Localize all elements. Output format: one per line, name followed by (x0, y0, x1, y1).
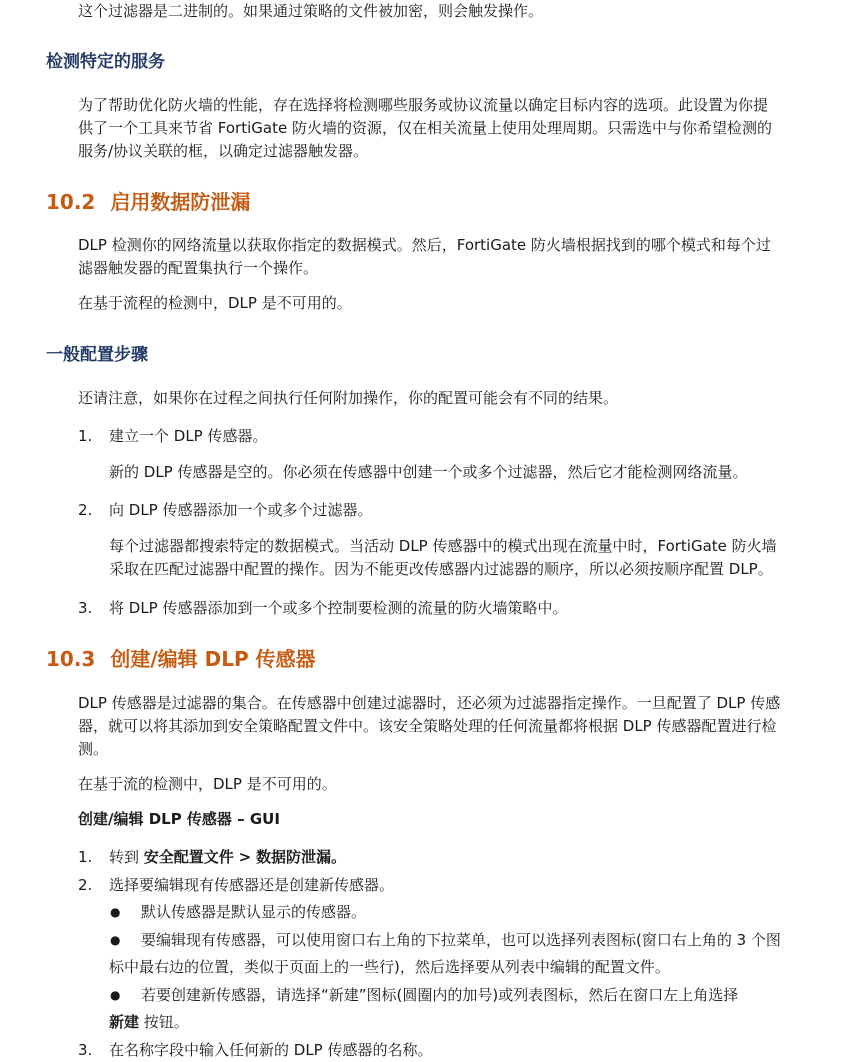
sensor-intro-line: DLP 传感器是过滤器的集合。在传感器中创建过滤器时，还必须为过滤器指定操作。一旦配置了 DLP 传感 (78, 694, 781, 712)
gui-heading: 创建/编辑 DLP 传感器 – GUI (78, 810, 280, 828)
step-text: 选择要编辑现有传感器还是创建新传感器。 (109, 876, 395, 894)
step-text (109, 846, 346, 869)
bullet-icon: ● (110, 905, 121, 919)
bullet-text (109, 1011, 189, 1034)
step-text: 建立一个 DLP 传感器。 (109, 427, 268, 445)
step-text: 向 DLP 传感器添加一个或多个过滤器。 (109, 501, 373, 519)
services-body-line: 服务/协议关联的框，以确定过滤器触发器。 (78, 142, 369, 160)
step-detail-line: 采取在匹配过滤器中配置的操作。因为不能更改传感器内过滤器的顺序，所以必须按顺序配置 DLP。 (109, 560, 773, 578)
menu-path-separator: > (238, 848, 252, 866)
dlp-intro (78, 234, 820, 280)
step-prefix: 转到 (109, 848, 140, 866)
menu-path-security-profiles: 安全配置文件 (143, 848, 234, 866)
section-title: 启用数据防泄漏 (110, 190, 251, 214)
bullet-text: 默认传感器是默认显示的传感器。 (141, 903, 367, 921)
bullet-text: 标中最右边的位置，类似于页面上的一些行)，然后选择要从列表中编辑的配置文件。 (109, 958, 670, 976)
heading-general-steps: 一般配置步骤 (46, 345, 148, 365)
menu-path-dlp: 数据防泄漏。 (255, 848, 346, 866)
step-number: 1. (78, 848, 93, 866)
sensor-flow-note: 在基于流的检测中，DLP 是不可用的。 (78, 775, 337, 793)
heading-detect-services: 检测特定的服务 (46, 52, 165, 72)
bullet-text: 要编辑现有传感器，可以使用窗口右上角的下拉菜单，也可以选择列表图标(窗口右上角的 3 个图 (141, 931, 781, 949)
step-detail (109, 535, 821, 581)
section-number: 10.2 (46, 190, 96, 214)
services-body-line: 供了一个工具来节省 FortiGate 防火墙的资源，仅在相关流量上使用处理周期。只需选中与你希望检测的 (78, 119, 772, 137)
dlp-intro-line: 滤器触发器的配置集执行一个操作。 (78, 259, 319, 277)
sensor-intro (78, 692, 820, 761)
step-text: 在名称字段中输入任何新的 DLP 传感器的名称。 (109, 1041, 433, 1059)
step-detail-line: 每个过滤器都搜索特定的数据模式。当活动 DLP 传感器中的模式出现在流量中时，FortiGate 防火墙 (109, 537, 777, 555)
bullet-text-rest: 按钮。 (143, 1013, 189, 1031)
dlp-intro-line: DLP 检测你的网络流量以获取你指定的数据模式。然后，FortiGate 防火墙根据找到的哪个模式和每个过 (78, 236, 771, 254)
sensor-intro-line: 测。 (78, 740, 109, 758)
section-title: 创建/编辑 DLP 传感器 (110, 647, 316, 671)
sensor-intro-line: 器，就可以将其添加到安全策略配置文件中。该安全策略处理的任何流量都将根据 DLP 传感器配置进行检 (78, 717, 777, 735)
services-body-line: 为了帮助优化防火墙的性能，存在选择将检测哪些服务或协议流量以确定目标内容的选项。此设置为你提 (78, 96, 769, 114)
bullet-text: 若要创建新传感器，请选择“新建”图标(圆圈内的加号)或列表图标，然后在窗口左上角选择 (141, 986, 739, 1004)
step-detail: 新的 DLP 传感器是空的。你必须在传感器中创建一个或多个过滤器，然后它才能检测网络流量。 (109, 463, 748, 481)
services-body (78, 94, 820, 163)
step-number: 1. (78, 427, 93, 445)
step-number: 2. (78, 501, 93, 519)
section-number: 10.3 (46, 647, 96, 671)
heading-10-3 (46, 643, 316, 672)
step-number: 3. (78, 599, 93, 617)
top-line: 这个过滤器是二进制的。如果通过策略的文件被加密，则会触发操作。 (78, 2, 544, 20)
step-number: 2. (78, 876, 93, 894)
step-text: 将 DLP 传感器添加到一个或多个控制要检测的流量的防火墙策略中。 (109, 599, 568, 617)
step-number: 3. (78, 1041, 93, 1059)
new-button-label: 新建 (109, 1013, 140, 1031)
bullet-icon: ● (110, 988, 121, 1002)
bullet-icon: ● (110, 933, 121, 947)
heading-10-2 (46, 186, 250, 215)
general-intro: 还请注意，如果你在过程之间执行任何附加操作，你的配置可能会有不同的结果。 (78, 389, 619, 407)
dlp-flow-note: 在基于流程的检测中，DLP 是不可用的。 (78, 294, 352, 312)
